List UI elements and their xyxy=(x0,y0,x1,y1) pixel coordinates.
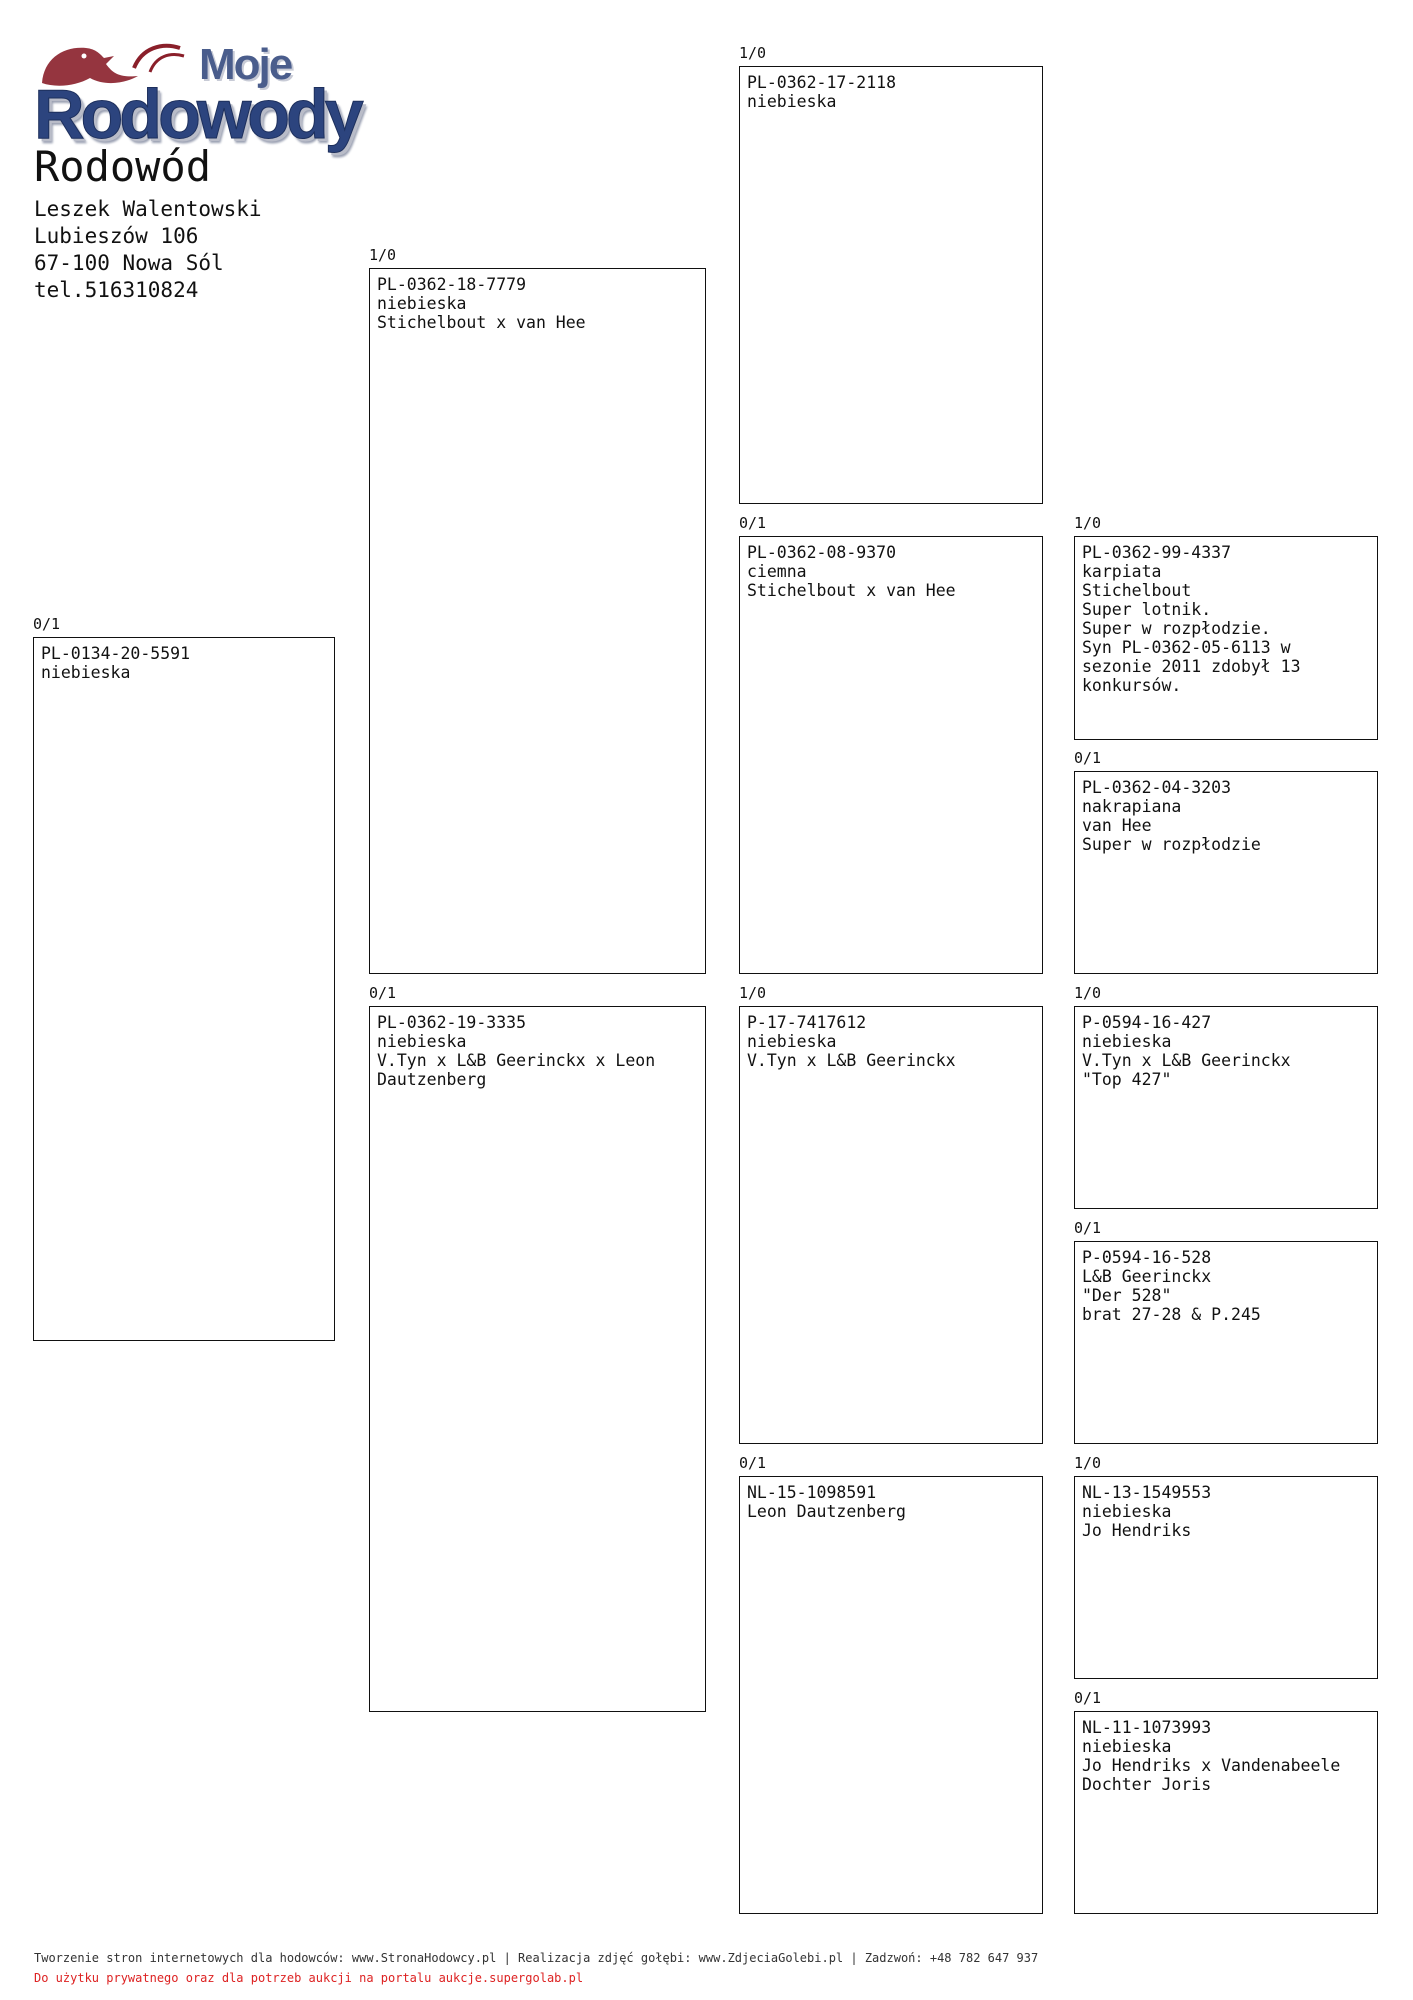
logo xyxy=(34,28,364,153)
footer-usage-note: Do użytku prywatnego oraz dla potrzeb aukcji na portalu aukcje.supergolab.pl xyxy=(34,1971,584,1985)
bird-detail: Super w rozpłodzie xyxy=(1082,835,1261,854)
bird-fmf xyxy=(1074,514,1378,740)
bird-mother-father xyxy=(739,984,1043,1444)
bird-score: 1/0 xyxy=(739,44,767,62)
bird-detail: Stichelbout x van Hee xyxy=(747,581,956,600)
ring-number: P-0594-16-528 xyxy=(1082,1248,1212,1267)
bird-detail: Stichelbout xyxy=(1082,581,1192,600)
bird-detail: niebieska xyxy=(41,663,131,682)
bird-father xyxy=(369,246,706,974)
bird-card xyxy=(1074,1241,1378,1444)
bird-score: 1/0 xyxy=(369,246,397,264)
bird-father-mother xyxy=(739,514,1043,974)
bird-card xyxy=(1074,1006,1378,1209)
bird-detail: niebieska xyxy=(377,1032,467,1051)
bird-mother xyxy=(369,984,706,1712)
bird-detail: niebieska xyxy=(747,1032,837,1051)
logo-text-rodowody: Rodowody xyxy=(34,75,360,153)
bird-detail: Stichelbout x van Hee xyxy=(377,313,586,332)
bird-detail: Super lotnik. xyxy=(1082,600,1212,619)
bird-card xyxy=(739,536,1043,974)
bird-score: 0/1 xyxy=(1074,1219,1102,1237)
bird-mmm xyxy=(1074,1689,1378,1914)
bird-mother-mother xyxy=(739,1454,1043,1914)
owner-street: Lubieszów 106 xyxy=(34,224,199,248)
bird-card xyxy=(739,1476,1043,1914)
bird-detail: niebieska xyxy=(1082,1032,1172,1051)
bird-score: 0/1 xyxy=(33,615,61,633)
bird-card xyxy=(739,66,1043,504)
bird-card xyxy=(739,1006,1043,1444)
bird-score: 0/1 xyxy=(1074,749,1102,767)
bird-detail: Dochter Joris xyxy=(1082,1775,1212,1794)
bird-score: 0/1 xyxy=(369,984,397,1002)
bird-detail: Leon Dautzenberg xyxy=(747,1502,906,1521)
bird-score: 1/0 xyxy=(1074,1454,1102,1472)
bird-card xyxy=(1074,536,1378,740)
bird-detail: niebieska xyxy=(377,294,467,313)
bird-mmf xyxy=(1074,1454,1378,1679)
bird-detail: Super w rozpłodzie. xyxy=(1082,619,1271,638)
bird-card xyxy=(33,637,335,1341)
footer-credits: Tworzenie stron internetowych dla hodowców: www.StronaHodowcy.pl | Realizacja zdjęć gołębi: www.ZdjeciaGolebi.pl | Zadzwoń: +48 782 647 937 xyxy=(34,1951,1039,1965)
bird-detail: L&B Geerinckx xyxy=(1082,1267,1212,1286)
ring-number: NL-13-1549553 xyxy=(1082,1483,1212,1502)
ring-number: PL-0362-19-3335 xyxy=(377,1013,527,1032)
ring-number: NL-11-1073993 xyxy=(1082,1718,1212,1737)
bird-subject xyxy=(33,615,335,1341)
owner-info xyxy=(34,196,262,304)
ring-number: P-0594-16-427 xyxy=(1082,1013,1212,1032)
bird-detail: niebieska xyxy=(1082,1502,1172,1521)
bird-card xyxy=(1074,1711,1378,1914)
bird-detail: karpiata xyxy=(1082,562,1162,581)
ring-number: PL-0362-99-4337 xyxy=(1082,543,1232,562)
bird-card xyxy=(1074,1476,1378,1679)
bird-detail: Syn PL-0362-05-6113 w sezonie 2011 zdobył 13 konkursów. xyxy=(1082,638,1311,695)
ring-number: PL-0362-08-9370 xyxy=(747,543,897,562)
logo-text-moje: Moje xyxy=(199,40,292,89)
owner-phone: tel.516310824 xyxy=(34,278,199,302)
page-title: Rodowód xyxy=(34,142,212,191)
ring-number: PL-0134-20-5591 xyxy=(41,644,191,663)
bird-score: 1/0 xyxy=(1074,984,1102,1002)
bird-detail: ciemna xyxy=(747,562,807,581)
ring-number: PL-0362-18-7779 xyxy=(377,275,527,294)
bird-detail: V.Tyn x L&B Geerinckx xyxy=(1082,1051,1291,1070)
bird-detail: V.Tyn x L&B Geerinckx xyxy=(747,1051,956,1070)
owner-name: Leszek Walentowski xyxy=(34,197,262,221)
bird-detail: van Hee xyxy=(1082,816,1152,835)
bird-score: 1/0 xyxy=(1074,514,1102,532)
bird-detail: niebieska xyxy=(747,92,837,111)
bird-detail: Jo Hendriks xyxy=(1082,1521,1192,1540)
bird-detail: Jo Hendriks x Vandenabeele xyxy=(1082,1756,1341,1775)
bird-score: 0/1 xyxy=(739,514,767,532)
bird-detail: brat 27-28 & P.245 xyxy=(1082,1305,1261,1324)
bird-fmm xyxy=(1074,749,1378,974)
owner-city: 67-100 Nowa Sól xyxy=(34,251,224,275)
bird-card xyxy=(1074,771,1378,974)
bird-mfm xyxy=(1074,1219,1378,1444)
bird-card xyxy=(369,1006,706,1712)
ring-number: PL-0362-04-3203 xyxy=(1082,778,1232,797)
bird-detail: niebieska xyxy=(1082,1737,1172,1756)
bird-detail: "Der 528" xyxy=(1082,1286,1172,1305)
bird-card xyxy=(369,268,706,974)
ring-number: P-17-7417612 xyxy=(747,1013,867,1032)
ring-number: PL-0362-17-2118 xyxy=(747,73,897,92)
bird-score: 0/1 xyxy=(1074,1689,1102,1707)
bird-detail: V.Tyn x L&B Geerinckx x Leon Dautzenberg xyxy=(377,1051,666,1089)
footer xyxy=(34,1948,1394,1988)
bird-detail: nakrapiana xyxy=(1082,797,1182,816)
bird-mff xyxy=(1074,984,1378,1209)
bird-detail: "Top 427" xyxy=(1082,1070,1172,1089)
bird-score: 1/0 xyxy=(739,984,767,1002)
ring-number: NL-15-1098591 xyxy=(747,1483,877,1502)
bird-score: 0/1 xyxy=(739,1454,767,1472)
bird-father-father xyxy=(739,44,1043,504)
